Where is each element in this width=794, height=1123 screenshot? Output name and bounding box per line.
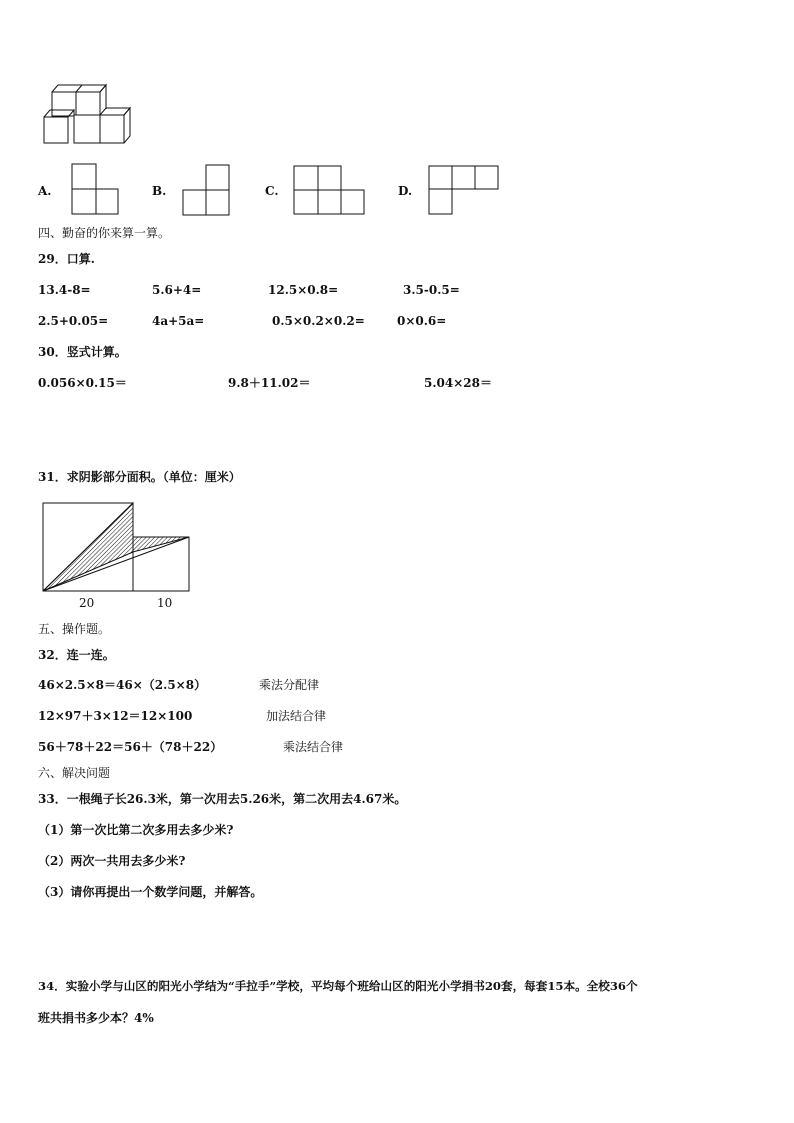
q29-item: 12.5×0.8= <box>268 283 339 297</box>
section4-heading: 四、勤奋的你来算一算。 <box>38 226 171 240</box>
option-d-label[interactable]: D. <box>398 184 413 198</box>
q29-item: 4a+5a= <box>152 314 205 328</box>
q30-item: 0.056×0.15＝ <box>38 376 127 390</box>
q33-label: 33．一根绳子长26.3米，第一次用去5.26米，第二次用去4.67米。 <box>38 792 407 806</box>
q32-label: 32．连一连。 <box>38 648 115 662</box>
q30-item: 9.8＋11.02＝ <box>228 376 311 390</box>
q30-item: 5.04×28＝ <box>424 376 492 390</box>
q33-sub1: （1）第一次比第二次多用去多少米? <box>38 823 234 837</box>
section5-heading: 五、操作题。 <box>38 622 111 636</box>
option-c-label[interactable]: C. <box>265 184 279 198</box>
shaded-area-figure <box>43 503 189 591</box>
q29-item: 2.5+0.05= <box>38 314 109 328</box>
option-a-figure <box>72 164 118 214</box>
q32-left-item[interactable]: 12×97＋3×12＝12×100 <box>38 709 193 723</box>
q31-dim-left: 20 <box>79 596 95 610</box>
q29-label: 29．口算. <box>38 252 95 266</box>
option-c-figure <box>294 166 364 214</box>
q29-item: 0.5×0.2×0.2= <box>272 314 365 328</box>
section6-heading: 六、解决问题 <box>38 766 111 780</box>
q29-item: 13.4-8= <box>38 283 91 297</box>
q33-sub2: （2）两次一共用去多少米? <box>38 854 186 868</box>
q29-item: 5.6+4= <box>152 283 202 297</box>
option-a-label[interactable]: A. <box>38 184 52 198</box>
q34-line1: 34．实验小学与山区的阳光小学结为“手拉手”学校，平均每个班给山区的阳光小学捐书20套，每套15本。全校36个 <box>38 979 638 993</box>
q32-left-item[interactable]: 46×2.5×8＝46×（2.5×8） <box>38 678 207 692</box>
q32-right-item[interactable]: 加法结合律 <box>266 709 327 723</box>
cube-figure <box>44 85 130 143</box>
q30-label: 30．竖式计算。 <box>38 345 127 359</box>
q33-sub3: （3）请你再提出一个数学问题，并解答。 <box>38 885 263 899</box>
option-d-figure <box>429 166 498 214</box>
option-b-figure <box>183 165 229 215</box>
q32-left-item[interactable]: 56＋78＋22＝56＋（78＋22） <box>38 740 223 754</box>
q29-item: 0×0.6= <box>397 314 447 328</box>
q34-line2: 班共捐书多少本？4% <box>38 1011 154 1025</box>
q31-dim-right: 10 <box>157 596 173 610</box>
option-b-label[interactable]: B. <box>152 184 167 198</box>
q32-right-item[interactable]: 乘法分配律 <box>259 678 320 692</box>
q32-right-item[interactable]: 乘法结合律 <box>283 740 344 754</box>
q31-label: 31．求阴影部分面积。（单位：厘米） <box>38 470 241 484</box>
q29-item: 3.5-0.5= <box>403 283 460 297</box>
